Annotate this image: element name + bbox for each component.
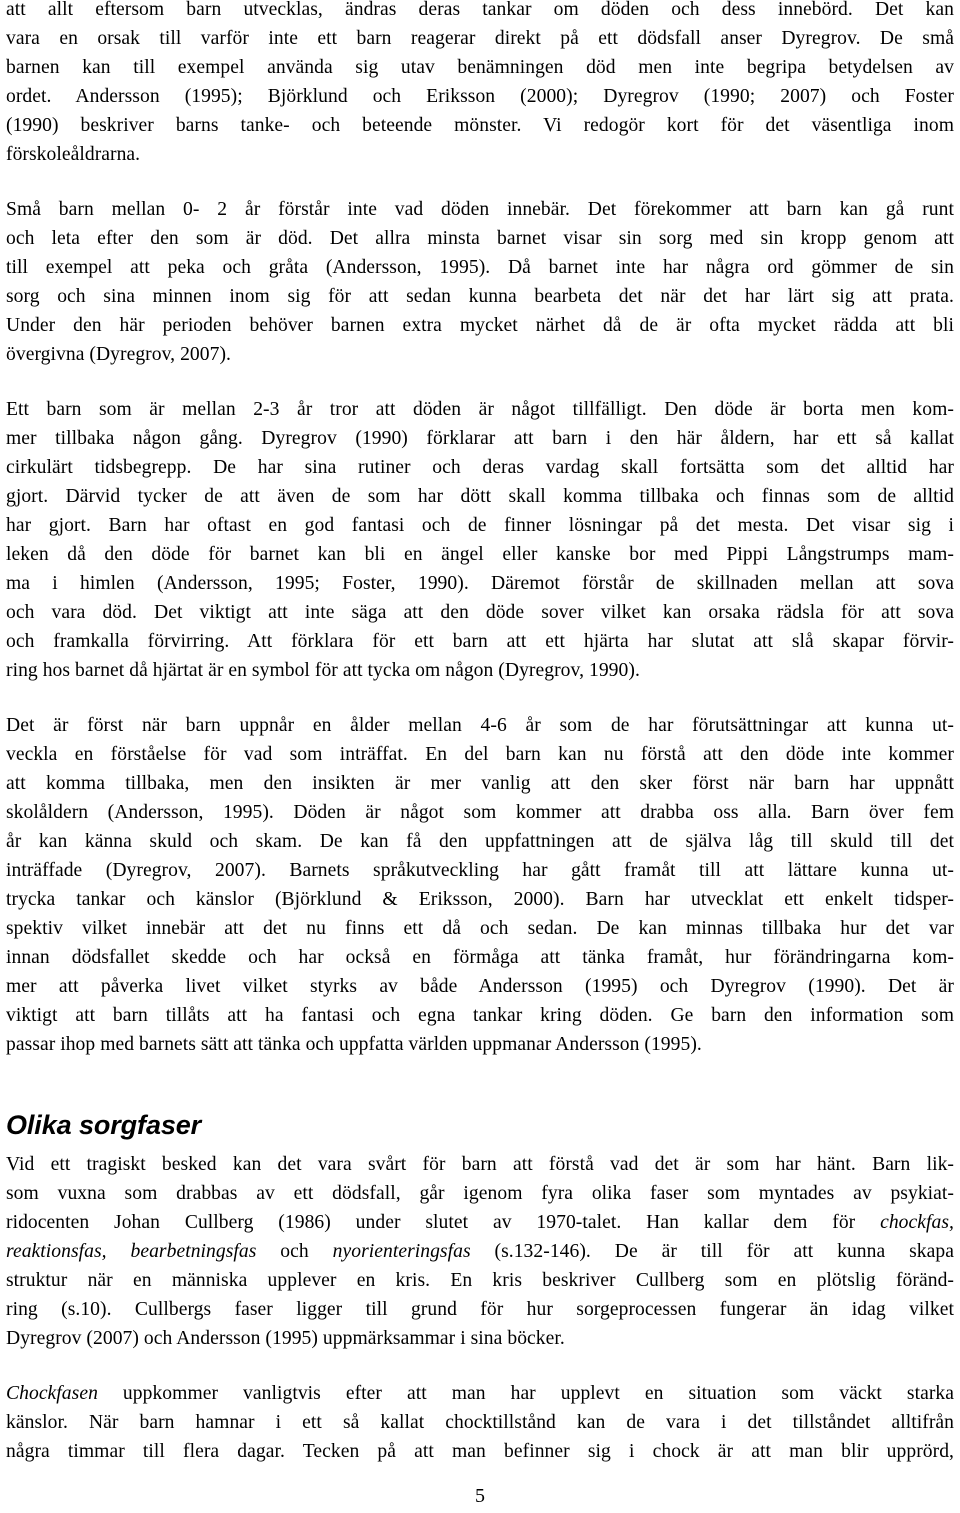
paragraph-2-line: övergivna (Dyregrov, 2007). xyxy=(6,344,231,365)
paragraph-6-text: uppkommer vanligtvis efter att man har upplevt en situation som väckt starka xyxy=(97,1383,954,1404)
paragraph-5-line xyxy=(6,1208,954,1237)
paragraph-4-line: inträffade (Dyregrov, 2007). Barnets språkutveckling har gått framåt till att lättare kunna ut- xyxy=(6,860,954,881)
page-number: 5 xyxy=(475,1485,485,1507)
paragraph-1-line: att allt eftersom barn utvecklas, ändras deras tankar om döden och dess innebörd. Det kan xyxy=(6,0,954,20)
paragraph-5-line: som vuxna som drabbas av ett dödsfall, går igenom fyra olika faser som myntades av psykiat- xyxy=(6,1183,954,1204)
italic-term-phases: reaktionsfas, bearbetningsfas xyxy=(6,1241,257,1262)
paragraph-5-line xyxy=(6,1237,954,1266)
paragraph-3-line: Ett barn som är mellan 2-3 år tror att döden är något tillfälligt. Den döde är borta men kom- xyxy=(6,399,954,420)
paragraph-2-line: Små barn mellan 0- 2 år förstår inte vad döden innebär. Det förekommer att barn kan gå runt xyxy=(6,199,954,220)
italic-term-chockfasen: Chockfasen xyxy=(6,1383,98,1404)
paragraph-2-line: och leta efter den som är död. Det allra minsta barnet visar sin sorg med sin kropp genom att xyxy=(6,228,954,249)
paragraph-3-line: leken då den döde för barnet kan bli en ängel eller kanske bor med Pippi Långstrumps mam- xyxy=(6,544,954,565)
paragraph-5-text: och xyxy=(256,1241,333,1262)
paragraph-2-line: Under den här perioden behöver barnen extra mycket närhet då de är ofta mycket rädda att bli xyxy=(6,315,954,336)
paragraph-6-line xyxy=(6,1379,954,1408)
paragraph-3-line: har gjort. Barn har oftast en god fantasi och de finner lösningar på det mesta. Det visar sig i xyxy=(6,515,954,536)
paragraph-3-line: cirkulärt tidsbegrepp. De har sina rutiner och deras vardag skall fortsätta som det alltid har xyxy=(6,457,954,478)
paragraph-5-line: struktur när en människa upplever en kris. En kris beskriver Cullberg som en plötslig föränd- xyxy=(6,1270,954,1291)
paragraph-3-line: och vara död. Det viktigt att inte säga att den döde sover vilket kan orsaka rädsla för att sova xyxy=(6,602,954,623)
italic-term-nyorienteringsfas: nyorienteringsfas xyxy=(332,1241,471,1262)
paragraph-3-line: gjort. Därvid tycker de att även de som har dött skall komma tillbaka och finnas som de alltid xyxy=(6,486,954,507)
paragraph-3-line: mer tillbaka någon gång. Dyregrov (1990) förklarar att barn i den här åldern, har ett så kallat xyxy=(6,428,954,449)
paragraph-5-text: ridocenten Johan Cullberg (1986) under slutet av 1970-talet. Han kallar dem för xyxy=(6,1212,881,1233)
paragraph-4-line: att komma tillbaka, men den insikten är mer vanlig att den sker först när barn har uppnått xyxy=(6,773,954,794)
paragraph-4-line: veckla en förståelse för vad som inträffat. En del barn kan nu förstå att den döde inte kommer xyxy=(6,744,954,765)
paragraph-4-line: mer att påverka livet vilket styrks av både Andersson (1995) och Dyregrov (1990). Det är xyxy=(6,976,954,997)
paragraph-5-line: Dyregrov (2007) och Andersson (1995) uppmärksammar i sina böcker. xyxy=(6,1328,565,1349)
paragraph-2-line: sorg och sina minnen inom sig för att sedan kunna bearbeta det när det har lärt sig att prata. xyxy=(6,286,954,307)
section-heading: Olika sorgfaser xyxy=(6,1110,202,1140)
paragraph-1-line: vara en orsak till varför inte ett barn reagerar direkt på ett dödsfall anser Dyregrov. De små xyxy=(6,28,954,49)
paragraph-6-line: några timmar till flera dagar. Tecken på att man befinner sig i chock är att man blir upprörd, xyxy=(6,1441,954,1462)
paragraph-4-line: passar ihop med barnets sätt att tänka och uppfatta världen uppmanar Andersson (1995). xyxy=(6,1034,702,1055)
paragraph-1-line: ordet. Andersson (1995); Björklund och Eriksson (2000); Dyregrov (1990; 2007) och Foster xyxy=(6,86,954,107)
paragraph-5-line: Vid ett tragiskt besked kan det vara svårt för barn att förstå vad det är som har hänt. Barn lik- xyxy=(6,1154,954,1175)
paragraph-1-line: barnen kan till exempel använda sig utav benämningen död men inte begripa betydelsen av xyxy=(6,57,954,78)
paragraph-4-line: skolåldern (Andersson, 1995). Döden är något som kommer att drabba oss alla. Barn över fem xyxy=(6,802,954,823)
paragraph-3-line: ma i himlen (Andersson, 1995; Foster, 1990). Däremot förstår de skillnaden mellan att sova xyxy=(6,573,954,594)
paragraph-6-line: känslor. När barn hamnar i ett så kallat chocktillstånd kan de vara i det tillståndet alltifrån xyxy=(6,1412,954,1433)
paragraph-4-line: trycka tankar och känslor (Björklund & Eriksson, 2000). Barn har utvecklat ett enkelt tidsper- xyxy=(6,889,954,910)
paragraph-4-line: viktigt att barn tillåts att ha fantasi och egna tankar kring döden. Ge barn den information som xyxy=(6,1005,954,1026)
paragraph-4-line: spektiv vilket innebär att det nu finns ett då och sedan. De kan minnas tillbaka hur det var xyxy=(6,918,954,939)
italic-term-chockfas: chockfas, xyxy=(880,1212,954,1233)
paragraph-2-line: till exempel att peka och gråta (Andersson, 1995). Då barnet inte har några ord gömmer de sin xyxy=(6,257,954,278)
paragraph-4-line: Det är först när barn uppnår en ålder mellan 4-6 år som de har förutsättningar att kunna ut- xyxy=(6,715,954,736)
paragraph-3-line: och framkalla förvirring. Att förklara för ett barn att ett hjärta har slutat att slå skapar förvir- xyxy=(6,631,954,652)
paragraph-4-line: år kan känna skuld och skam. De kan få den uppfattningen att de själva låg till skuld till det xyxy=(6,831,954,852)
paragraph-1-line: förskoleåldrarna. xyxy=(6,144,141,165)
paragraph-4-line: innan dödsfallet skedde och har också en förmåga att tänka framåt, hur förändringarna kom- xyxy=(6,947,954,968)
paragraph-5-text: (s.132-146). De är till för att kunna skapa xyxy=(470,1241,954,1262)
paragraph-1-line: (1990) beskriver barns tanke- och beteende mönster. Vi redogör kort för det väsentliga inom xyxy=(6,115,954,136)
paragraph-5-line: ring (s.10). Cullbergs faser ligger till grund för hur sorgeprocessen fungerar än idag vilket xyxy=(6,1299,954,1320)
paragraph-3-line: ring hos barnet då hjärtat är en symbol för att tycka om någon (Dyregrov, 1990). xyxy=(6,660,640,681)
